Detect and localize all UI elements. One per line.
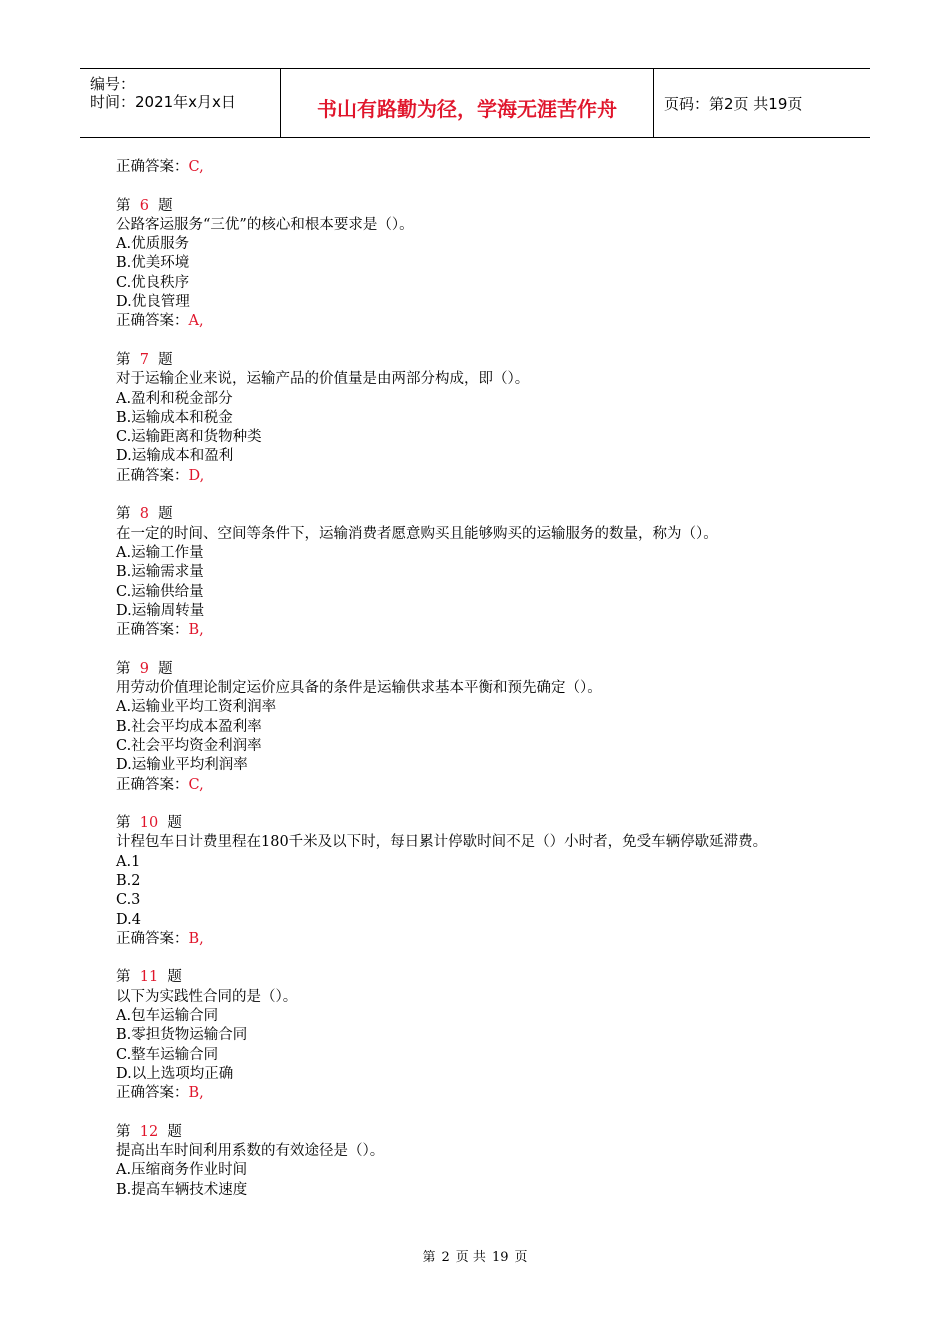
question-prefix: 第 (116, 815, 131, 832)
question-number (116, 197, 856, 216)
time-label: 时间：2021年x月x日 (90, 93, 236, 111)
question-block (116, 814, 856, 949)
answer-line (116, 621, 856, 640)
option-item: B.优美环境 (116, 255, 190, 272)
question-suffix: 题 (158, 660, 173, 677)
option-item: A.盈利和税金部分 (116, 390, 233, 407)
question-block (116, 968, 856, 1103)
question-number (116, 505, 856, 524)
page-label: 页码：第2页 共19页 (664, 95, 803, 113)
question-number (116, 660, 856, 679)
option-item: D.优良管理 (116, 294, 190, 311)
question-num: 10 (139, 815, 159, 832)
answer-line (116, 1084, 856, 1103)
option-item: B.2 (116, 872, 141, 889)
question-block (116, 505, 856, 640)
header-info-cell (80, 69, 281, 137)
question-list (116, 158, 856, 1200)
number-label: 编号： (90, 75, 136, 93)
answer-value: B, (188, 622, 204, 639)
answer-line (116, 467, 856, 486)
option-item: C.整车运输合同 (116, 1046, 219, 1063)
question-suffix: 题 (167, 1123, 182, 1140)
answer-value: A, (188, 313, 204, 330)
page-header (80, 68, 870, 138)
motto: 书山有路勤为径，学海无涯苦作舟 (317, 97, 617, 121)
footer-suffix: 页 (514, 1250, 528, 1265)
header-page-cell (654, 69, 870, 137)
answer-label: 正确答案： (116, 1085, 189, 1102)
footer-page: 2 (441, 1250, 450, 1265)
question-suffix: 题 (158, 506, 173, 523)
answer-label: 正确答案： (116, 776, 189, 793)
option-item: C.社会平均资金利润率 (116, 737, 262, 754)
question-number (116, 1123, 856, 1142)
footer-prefix: 第 (422, 1250, 436, 1265)
option-item: A.运输业平均工资利润率 (116, 699, 277, 716)
question-num: 8 (139, 506, 149, 523)
option-item: A.1 (116, 853, 141, 870)
question-num: 12 (139, 1123, 159, 1140)
question-num: 9 (139, 660, 149, 677)
option-item: D.运输业平均利润率 (116, 757, 248, 774)
question-stem: 公路客运服务“三优”的核心和根本要求是（）。 (116, 216, 414, 233)
question-number (116, 351, 856, 370)
option-item: A.优质服务 (116, 236, 190, 253)
answer-line (116, 312, 856, 331)
question-number (116, 968, 856, 987)
question-stem: 提高出车时间利用系数的有效途径是（）。 (116, 1143, 385, 1160)
option-item: B.运输成本和税金 (116, 409, 233, 426)
top-answer (116, 158, 856, 177)
footer-middle: 页 共 (455, 1250, 486, 1265)
question-suffix: 题 (167, 969, 182, 986)
question-prefix: 第 (116, 506, 131, 523)
header-motto-cell (281, 69, 654, 137)
question-prefix: 第 (116, 1123, 131, 1140)
option-item: B.提高车辆技术速度 (116, 1181, 248, 1198)
question-block (116, 660, 856, 795)
answer-value: C, (188, 776, 204, 793)
answer-label: 正确答案： (116, 622, 189, 639)
option-item: C.运输供给量 (116, 583, 204, 600)
option-item: D.运输成本和盈利 (116, 448, 234, 465)
question-block (116, 351, 856, 486)
question-prefix: 第 (116, 197, 131, 214)
option-item: D.4 (116, 911, 141, 928)
answer-label: 正确答案： (116, 467, 189, 484)
question-prefix: 第 (116, 351, 131, 368)
question-stem: 计程包车日计费里程在180千米及以下时，每日累计停歇时间不足（）小时者，免受车辆停歇延滞费。 (116, 834, 768, 851)
question-suffix: 题 (158, 351, 173, 368)
question-prefix: 第 (116, 969, 131, 986)
question-num: 6 (139, 197, 149, 214)
question-num: 11 (139, 969, 159, 986)
option-item: C.运输距离和货物种类 (116, 429, 262, 446)
footer-total: 19 (491, 1250, 509, 1265)
answer-value: B, (188, 930, 204, 947)
page-footer (0, 1246, 950, 1265)
option-item: B.运输需求量 (116, 564, 204, 581)
option-item: A.运输工作量 (116, 544, 204, 561)
question-stem: 对于运输企业来说，运输产品的价值量是由两部分构成，即（）。 (116, 371, 530, 388)
option-item: A.包车运输合同 (116, 1008, 219, 1025)
question-stem: 以下为实践性合同的是（）。 (116, 988, 298, 1005)
option-item: B.社会平均成本盈利率 (116, 718, 262, 735)
answer-value: C, (188, 159, 204, 175)
option-item: A.压缩商务作业时间 (116, 1162, 248, 1179)
option-item: C.3 (116, 892, 141, 909)
option-item: D.运输周转量 (116, 602, 205, 619)
question-block (116, 1123, 856, 1200)
answer-label: 正确答案： (116, 159, 189, 175)
question-block (116, 197, 856, 332)
answer-label: 正确答案： (116, 313, 189, 330)
question-number (116, 814, 856, 833)
option-item: D.以上选项均正确 (116, 1065, 234, 1082)
answer-label: 正确答案： (116, 930, 189, 947)
question-suffix: 题 (167, 815, 182, 832)
question-num: 7 (139, 351, 149, 368)
option-item: B.零担货物运输合同 (116, 1027, 248, 1044)
answer-line (116, 776, 856, 795)
answer-line (116, 930, 856, 949)
question-prefix: 第 (116, 660, 131, 677)
question-stem: 在一定的时间、空间等条件下，运输消费者愿意购买且能够购买的运输服务的数量，称为（）。 (116, 525, 718, 542)
answer-value: D, (188, 467, 205, 484)
question-stem: 用劳动价值理论制定运价应具备的条件是运输供求基本平衡和预先确定（）。 (116, 680, 602, 697)
question-suffix: 题 (158, 197, 173, 214)
answer-value: B, (188, 1085, 204, 1102)
option-item: C.优良秩序 (116, 274, 190, 291)
